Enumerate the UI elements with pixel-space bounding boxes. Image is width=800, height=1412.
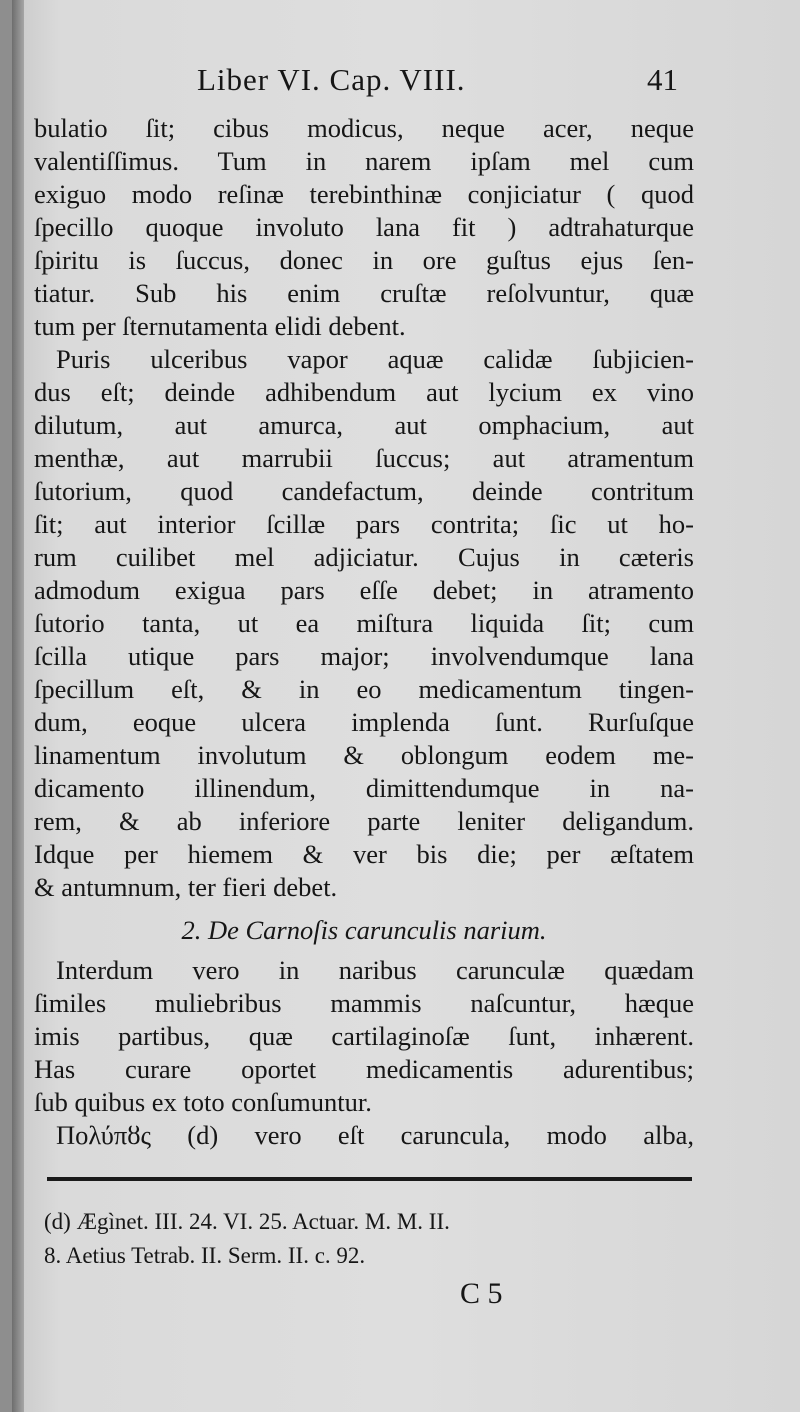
text-line: exiguo modo reſinæ terebinthinæ conjiciatur ( quod — [34, 179, 694, 209]
footnotes — [44, 1205, 694, 1273]
text-line: ſpiritu is ſuccus, donec in ore guſtus ejus ſen- — [34, 245, 694, 275]
text-line: ſub quibus ex toto conſumuntur. — [34, 1087, 372, 1117]
text-line: ſpecillo quoque involuto lana fit ) adtrahaturque — [34, 212, 694, 242]
text-line: Πολύπȣς (d) vero eſt caruncula, modo alba, — [56, 1120, 694, 1150]
footnote-line: 8. Aetius Tetrab. II. Serm. II. c. 92. — [44, 1243, 366, 1268]
paragraph-4 — [34, 1119, 694, 1152]
text-line: ſcilla utique pars major; involvendumque lana — [34, 641, 694, 671]
text-line: valentiſſimus. Tum in narem ipſam mel cum — [34, 146, 694, 176]
text-line: Puris ulceribus vapor aquæ calidæ ſubjicien- — [56, 344, 694, 374]
book-page — [12, 0, 800, 1412]
text-line: ſimiles muliebribus mammis naſcuntur, hæque — [34, 988, 694, 1018]
text-line: ſutorio tanta, ut ea miſtura liquida ſit; cum — [34, 608, 694, 638]
text-line: bulatio ſit; cibus modicus, neque acer, neque — [34, 113, 694, 143]
paragraph-3 — [34, 954, 694, 1119]
text-line: rem, & ab inferiore parte leniter deligandum. — [34, 806, 694, 836]
text-line: & antumnum, ter fieri debet. — [34, 872, 338, 902]
page-edge-shadow — [12, 0, 24, 1412]
text-line: rum cuilibet mel adjiciatur. Cujus in cæteris — [34, 542, 694, 572]
text-line: linamentum involutum & oblongum eodem me- — [34, 740, 694, 770]
text-line: ſutorium, quod candefactum, deinde contritum — [34, 476, 694, 506]
text-line: admodum exigua pars eſſe debet; in atramento — [34, 575, 694, 605]
text-line: Idque per hiemem & ver bis die; per æſtatem — [34, 839, 694, 869]
page-number: 41 — [647, 62, 678, 97]
footnote-rule — [47, 1177, 692, 1181]
footnote-line: (d) Ægìnet. III. 24. VI. 25. Actuar. M. M. II. — [44, 1209, 450, 1234]
text-line: ſit; aut interior ſcillæ pars contrita; ſic ut ho- — [34, 509, 694, 539]
text-line: ſpecillum eſt, & in eo medicamentum tingen- — [34, 674, 694, 704]
text-line: Interdum vero in naribus carunculæ quædam — [56, 955, 694, 985]
text-line: dus eſt; deinde adhibendum aut lycium ex vino — [34, 377, 694, 407]
section-heading: 2. De Carnoſis carunculis narium. — [181, 915, 547, 945]
page-header — [12, 62, 800, 102]
body-text — [34, 112, 694, 1152]
text-line: dum, eoque ulcera implenda ſunt. Rurſuſque — [34, 707, 694, 737]
signature-mark: C 5 — [460, 1277, 503, 1310]
paragraph-1 — [34, 112, 694, 343]
text-line: imis partibus, quæ cartilaginoſæ ſunt, inhærent. — [34, 1021, 694, 1051]
text-line: dilutum, aut amurca, aut omphacium, aut — [34, 410, 694, 440]
text-line: tum per ſternutamenta elidi debent. — [34, 311, 406, 341]
paragraph-2 — [34, 343, 694, 904]
text-line: dicamento illinendum, dimittendumque in na- — [34, 773, 694, 803]
text-line: tiatur. Sub his enim cruſtæ reſolvuntur, quæ — [34, 278, 694, 308]
text-line: menthæ, aut marrubii ſuccus; aut atramentum — [34, 443, 694, 473]
text-line: Has curare oportet medicamentis adurentibus; — [34, 1054, 694, 1084]
running-head: Liber VI. Cap. VIII. — [197, 62, 466, 97]
